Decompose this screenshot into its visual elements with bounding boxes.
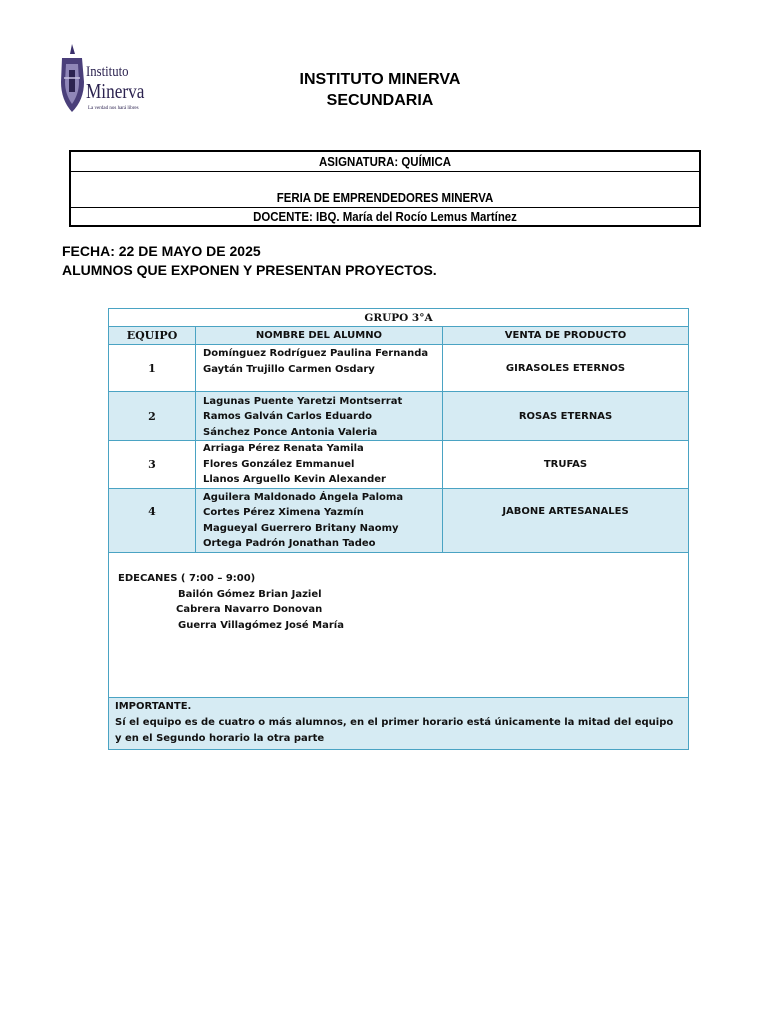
- member-name: Magueyal Guerrero Britany Naomy: [203, 522, 399, 534]
- importante-text: Sí el equipo es de cuatro o más alumnos, en el primer horario está únicamente la mitad del equipo y en el Segundo horario la otra parte: [115, 717, 674, 744]
- group-title: GRUPO 3°A: [109, 309, 689, 327]
- importante-title: IMPORTANTE.: [115, 701, 192, 712]
- group-table: [108, 308, 689, 750]
- importante-row: [109, 698, 689, 750]
- event-divider: [71, 207, 699, 208]
- member-name: Aguilera Maldonado Ángela Paloma: [203, 491, 404, 503]
- team-product: GIRASOLES ETERNOS: [443, 345, 689, 392]
- table-row: [109, 489, 689, 553]
- table-header-row: [109, 327, 689, 345]
- team-members: [196, 489, 443, 553]
- logo-text-minerva: Minerva: [86, 79, 145, 103]
- students-line: ALUMNOS QUE EXPONEN Y PRESENTAN PROYECTOS.: [62, 262, 437, 278]
- team-members: [196, 441, 443, 489]
- date-line: FECHA: 22 DE MAYO DE 2025: [62, 243, 261, 259]
- header-team: EQUIPO: [109, 327, 196, 345]
- member-name: Ramos Galván Carlos Eduardo: [203, 411, 372, 422]
- edecan-name: Cabrera Navarro Donovan: [176, 604, 323, 615]
- team-number: 2: [109, 392, 196, 441]
- member-name: Ortega Padrón Jonathan Tadeo: [203, 538, 376, 549]
- edecanes-title: EDECANES ( 7:00 – 9:00): [118, 573, 256, 584]
- edecan-name: Guerra Villagómez José María: [178, 619, 344, 631]
- edecan-name: Bailón Gómez Brian Jaziel: [178, 588, 322, 600]
- minerva-shield-icon: [58, 42, 88, 116]
- logo-motto: La verdad nos hará libres: [88, 106, 139, 111]
- team-product: ROSAS ETERNAS: [443, 392, 689, 441]
- teacher-label: DOCENTE: IBQ. María del Rocío Lemus Martínez: [253, 209, 517, 224]
- edecanes-cell: [109, 553, 689, 698]
- team-members: [196, 392, 443, 441]
- event-label: FERIA DE EMPRENDEDORES MINERVA: [276, 190, 494, 205]
- institute-logo: [58, 42, 148, 116]
- team-product: JABONE ARTESANALES: [443, 489, 689, 553]
- team-members: [196, 345, 443, 392]
- member-name: Sánchez Ponce Antonia Valeria: [203, 426, 378, 438]
- edecanes-row: [109, 553, 689, 698]
- subject-label: ASIGNATURA: QUÍMICA: [319, 154, 451, 169]
- member-name: Arriaga Pérez Renata Yamila: [203, 443, 364, 455]
- logo-text-instituto: Instituto: [86, 64, 129, 80]
- member-name: Flores González Emmanuel: [203, 458, 355, 470]
- school-name: INSTITUTO MINERVA: [299, 71, 461, 88]
- table-row: [109, 441, 689, 489]
- header-product: VENTA DE PRODUCTO: [443, 327, 689, 345]
- school-level: SECUNDARIA: [326, 92, 434, 109]
- subject-box: [69, 150, 701, 227]
- member-name: Llanos Arguello Kevin Alexander: [203, 474, 386, 486]
- member-name: Lagunas Puente Yaretzi Montserrat: [203, 395, 403, 407]
- team-number: 1: [109, 345, 196, 392]
- team-number: 3: [109, 441, 196, 489]
- header-names: NOMBRE DEL ALUMNO: [196, 327, 443, 345]
- member-name: Gaytán Trujillo Carmen Osdary: [203, 363, 375, 375]
- member-name: Domínguez Rodríguez Paulina Fernanda: [203, 348, 429, 359]
- team-number: 4: [109, 489, 196, 553]
- member-name: Cortes Pérez Ximena Yazmín: [203, 507, 364, 518]
- table-row: [109, 345, 689, 392]
- subject-divider: [71, 171, 699, 172]
- importante-cell: [109, 698, 689, 750]
- team-product: TRUFAS: [443, 441, 689, 489]
- table-row: [109, 392, 689, 441]
